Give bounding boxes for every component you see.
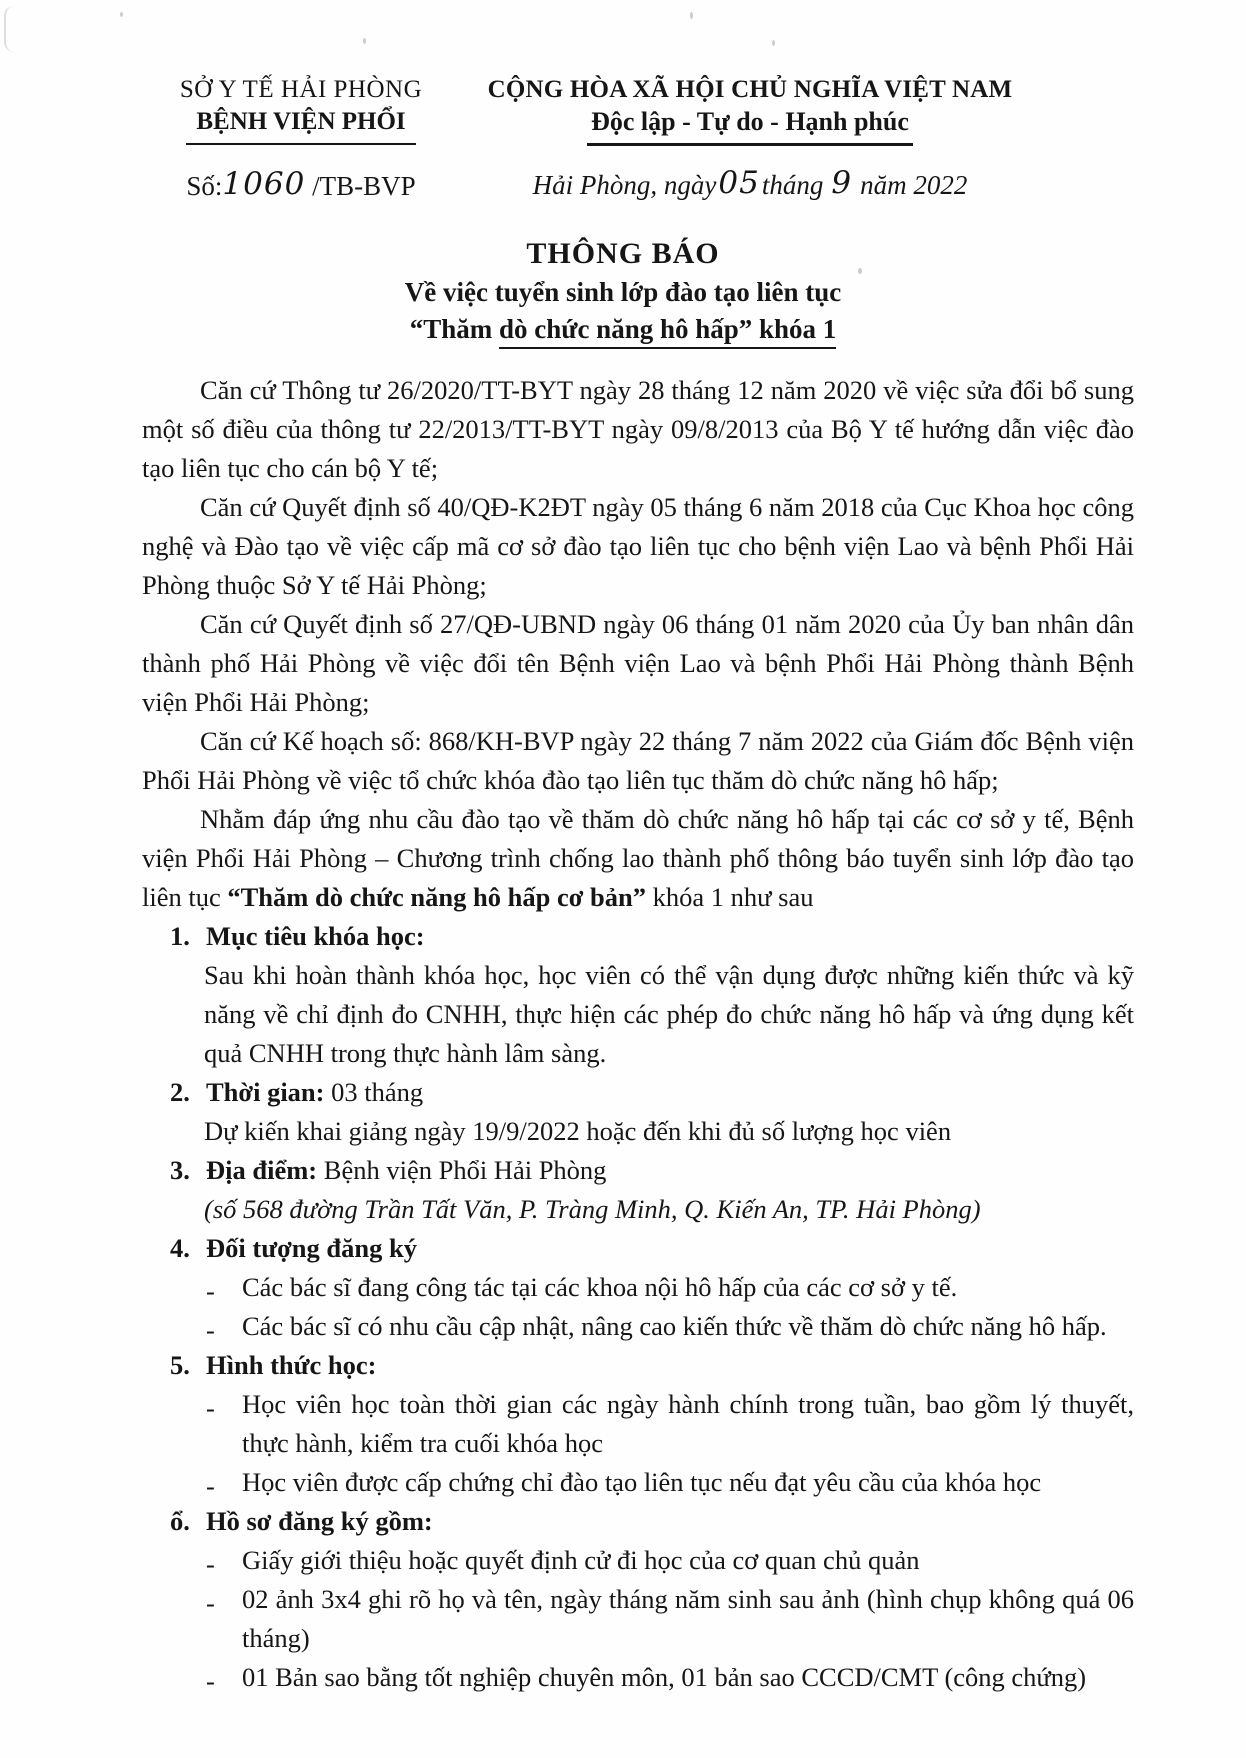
scan-artifact: [363, 38, 366, 44]
bullet-item: [206, 1385, 1134, 1463]
section-hinh-thuc: [142, 1346, 1134, 1502]
bullet-item: [206, 1580, 1134, 1658]
bullet-dash: -: [206, 1315, 215, 1345]
subtitle-underlined-text: dò chức năng hô hấp” khóa 1: [499, 314, 836, 349]
document-body: [142, 371, 1134, 1697]
announcement-paragraph: [142, 800, 1134, 917]
document-number: [168, 167, 434, 203]
document-subtitle-line1: Về việc tuyển sinh lớp đào tạo liên tục: [404, 277, 842, 307]
section-title: Hình thức học:: [206, 1350, 377, 1380]
bullet-dash: -: [206, 1666, 215, 1696]
section-text: Sau khi hoàn thành khóa học, học viên có thể vận dụng được những kiến thức và kỹ năng về chỉ định đo CNHH, thực hiện các phép đo chức năng hô hấp và ứng dụng kết quả CNHH trong thực hành lâm sàng.: [204, 960, 1134, 1068]
preamble-paragraph: Căn cứ Kế hoạch số: 868/KH-BVP ngày 22 tháng 7 năm 2022 của Giám đốc Bệnh viện Phổi Hải Phòng về việc tổ chức khóa đào tạo liên tục thăm dò chức năng hô hấp;: [142, 726, 1134, 795]
section-heading: [170, 1346, 1134, 1385]
national-motto: Độc lập - Tự do - Hạnh phúc: [480, 107, 1020, 146]
scan-artifact: [4, 6, 16, 52]
address-note: (số 568 đường Trần Tất Văn, P. Tràng Minh, Q. Kiến An, TP. Hải Phòng): [204, 1194, 981, 1224]
bullet-dash: -: [206, 1393, 215, 1423]
bullet-text: Các bác sĩ đang công tác tại các khoa nội hô hấp của các cơ sở y tế.: [242, 1272, 958, 1302]
bullet-dash: -: [206, 1276, 215, 1306]
title-block: [0, 237, 1246, 345]
bullet-text: 02 ảnh 3x4 ghi rõ họ và tên, ngày tháng năm sinh sau ảnh (hình chụp không quá 06 tháng): [242, 1584, 1134, 1653]
section-title: Mục tiêu khóa học:: [206, 921, 425, 951]
section-heading: [170, 1073, 1134, 1112]
preamble-paragraph: Căn cứ Quyết định số 40/QĐ-K2ĐT ngày 05 tháng 6 năm 2018 của Cục Khoa học công nghệ và Đào tạo về việc cấp mã cơ sở đào tạo liên tục cho bệnh viện Lao và bệnh Phổi Hải Phòng thuộc Sở Y tế Hải Phòng;: [142, 492, 1134, 600]
bullet-item: [206, 1541, 1134, 1580]
section-inline-value: 03 tháng: [324, 1077, 424, 1107]
subtitle-quote-open: “Thăm: [409, 314, 499, 344]
bullet-text: Các bác sĩ có nhu cầu cập nhật, nâng cao kiến thức về thăm dò chức năng hô hấp.: [242, 1311, 1107, 1341]
national-title: CỘNG HÒA XÃ HỘI CHỦ NGHĨA VIỆT NAM: [487, 76, 1013, 103]
bullet-text: Học viên học toàn thời gian các ngày hành chính trong tuần, bao gồm lý thuyết, thực hành, kiểm tra cuối khóa học: [242, 1389, 1134, 1458]
date-text-pre: Hải Phòng, ngày: [532, 170, 717, 200]
section-title: Địa điểm:: [206, 1155, 318, 1185]
announcement-course-name: “Thăm dò chức năng hô hấp cơ bản”: [227, 882, 646, 912]
section-dia-diem: [142, 1151, 1134, 1229]
date-month-handwritten: 9: [831, 165, 853, 201]
bullet-item: [206, 1463, 1134, 1502]
section-muc-tieu: [142, 917, 1134, 1073]
issuing-agency-block: [168, 76, 434, 203]
section-number: 1.: [170, 921, 190, 951]
section-thoi-gian: [142, 1073, 1134, 1151]
section-doi-tuong: [142, 1229, 1134, 1346]
bullet-dash: -: [206, 1549, 215, 1579]
document-subtitle-line2: [0, 314, 1246, 345]
preamble-paragraph: Căn cứ Quyết định số 27/QĐ-UBND ngày 06 tháng 01 năm 2020 của Ủy ban nhân dân thành phố Hải Phòng về việc đổi tên Bệnh viện Lao và bệnh Phổi Hải Phòng thành Bệnh viện Phổi Hải Phòng;: [142, 609, 1134, 717]
scan-artifact: [120, 12, 123, 17]
document-number-prefix: Số:: [186, 171, 223, 201]
section-heading: [170, 1229, 1134, 1268]
section-text: Dự kiến khai giảng ngày 19/9/2022 hoặc đến khi đủ số lượng học viên: [204, 1116, 952, 1146]
date-text-post: năm 2022: [860, 170, 968, 200]
document-number-handwritten: 1060: [222, 166, 306, 202]
date-text-mid: tháng: [761, 170, 824, 200]
scan-artifact: [772, 40, 775, 46]
announcement-text-pre: Nhằm đáp ứng nhu cầu đào tạo về thăm dò chức năng hô hấp tại các cơ sở y tế, Bệnh viện Phổi Hải Phòng – Chương trình chống lao thành phố thông báo tuyển sinh lớp đào tạo liên tục: [142, 804, 1134, 912]
scan-artifact: [858, 268, 862, 274]
section-title: Thời gian:: [206, 1077, 325, 1107]
bullet-text: Học viên được cấp chứng chỉ đào tạo liên tục nếu đạt yêu cầu của khóa học: [242, 1467, 1042, 1497]
section-number: 3.: [170, 1155, 190, 1185]
section-inline-value: Bệnh viện Phổi Hải Phòng: [317, 1155, 607, 1185]
document-header: [0, 0, 1246, 203]
place-date-line: [480, 166, 1020, 202]
section-number: 4.: [170, 1233, 190, 1263]
bullet-dash: -: [206, 1588, 215, 1618]
section-number: 2.: [170, 1077, 190, 1107]
section-title: Đối tượng đăng ký: [206, 1233, 417, 1263]
announcement-text-post: khóa 1 như sau: [646, 882, 814, 912]
agency-parent-name: SỞ Y TẾ HẢI PHÒNG: [179, 76, 423, 103]
section-number: ổ.: [170, 1506, 190, 1536]
bullet-text: 01 Bản sao bằng tốt nghiệp chuyên môn, 01 bản sao CCCD/CMT (công chứng): [242, 1662, 1087, 1692]
bullet-item: [206, 1307, 1134, 1346]
section-number: 5.: [170, 1350, 190, 1380]
national-motto-block: [480, 76, 1020, 203]
scan-artifact: [690, 12, 693, 19]
agency-name: BỆNH VIỆN PHỔI: [168, 108, 434, 145]
bullet-text: Giấy giới thiệu hoặc quyết định cử đi học của cơ quan chủ quản: [242, 1545, 920, 1575]
section-ho-so: [142, 1502, 1134, 1697]
preamble-paragraph: Căn cứ Thông tư 26/2020/TT-BYT ngày 28 tháng 12 năm 2020 về việc sửa đổi bổ sung một số điều của thông tư 22/2013/TT-BYT ngày 09/8/2013 của Bộ Y tế hướng dẫn việc đào tạo liên tục cho cán bộ Y tế;: [142, 375, 1134, 483]
document-number-suffix: /TB-BVP: [312, 171, 416, 201]
section-heading: [170, 1502, 1134, 1541]
bullet-item: [206, 1268, 1134, 1307]
bullet-dash: -: [206, 1471, 215, 1501]
section-heading: [170, 1151, 1134, 1190]
section-heading: [170, 917, 1134, 956]
section-title: Hồ sơ đăng ký gồm:: [206, 1506, 433, 1536]
date-day-handwritten: 05: [718, 165, 760, 201]
document-title: THÔNG BÁO: [526, 237, 720, 270]
bullet-item: [206, 1658, 1134, 1697]
